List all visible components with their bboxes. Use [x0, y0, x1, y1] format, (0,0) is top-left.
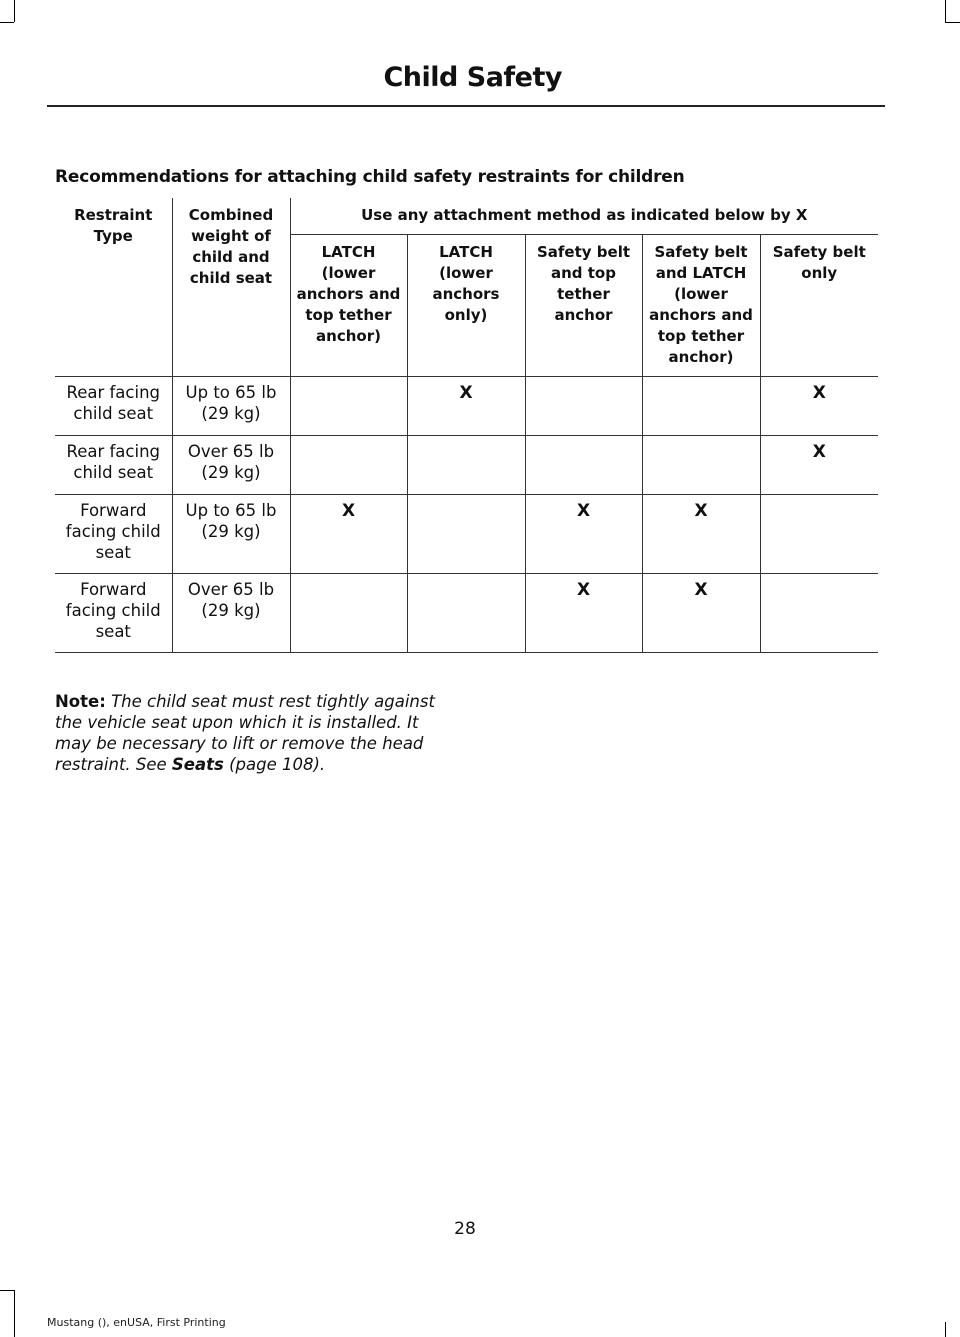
weight-kg: (29 kg) [201, 601, 261, 620]
header-method-label: Safety belt and LATCH (lower anchors and top tether anchor) [649, 243, 753, 366]
cell-mark [525, 377, 642, 436]
cell-mark [407, 495, 525, 574]
cell-mark [290, 436, 407, 495]
weight-kg: (29 kg) [201, 463, 261, 482]
restraint-type-text: Forward facing child seat [65, 580, 161, 641]
mark-text [291, 574, 407, 585]
table-row [55, 574, 878, 653]
table-row [55, 377, 878, 436]
section-heading: Recommendations for attaching child safety restraints for children [55, 167, 685, 187]
table-row [55, 495, 878, 574]
mark-text: X [812, 383, 826, 403]
cell-restraint-type [55, 436, 172, 495]
mark-text [408, 495, 525, 506]
child-restraint-table [55, 198, 878, 653]
mark-text [408, 436, 525, 447]
restraint-type-text: Rear facing child seat [66, 383, 161, 423]
cell-mark [407, 377, 525, 436]
mark-text: X [694, 580, 708, 600]
mark-text: X [576, 580, 591, 600]
cell-mark [290, 377, 407, 436]
note-paragraph [55, 691, 455, 775]
weight-lb: Up to 65 lb [185, 383, 277, 402]
cell-mark [525, 495, 642, 574]
crop-mark-bottom-left-h [0, 1290, 14, 1291]
crop-mark-bottom-left [14, 1290, 15, 1337]
mark-text: X [341, 501, 356, 521]
header-method-label: LATCH (lower anchors only) [432, 243, 500, 324]
crop-mark-bottom-right [945, 1322, 946, 1337]
table-row [55, 436, 878, 495]
cell-mark [407, 436, 525, 495]
header-method-label: Safety belt only [772, 243, 866, 282]
cell-weight [172, 436, 290, 495]
cell-mark [760, 495, 878, 574]
restraint-type-text: Rear facing child seat [66, 442, 161, 482]
cell-mark [760, 377, 878, 436]
cell-weight [172, 377, 290, 436]
note-label: Note: [55, 692, 106, 711]
cell-restraint-type [55, 377, 172, 436]
cell-mark [290, 574, 407, 653]
mark-text: X [694, 501, 708, 521]
weight-kg: (29 kg) [201, 522, 261, 541]
page-number: 28 [454, 1219, 476, 1239]
cell-mark [642, 377, 760, 436]
cell-mark [642, 495, 760, 574]
footer-text: Mustang (), enUSA, First Printing [47, 1316, 226, 1329]
mark-text [761, 495, 879, 506]
mark-text: X [576, 501, 591, 521]
cell-restraint-type [55, 495, 172, 574]
cell-mark [290, 495, 407, 574]
header-combined-weight-label: Combined weight of child and child seat [188, 206, 274, 287]
restraint-type-text: Forward facing child seat [65, 501, 161, 562]
header-combined-weight [172, 198, 290, 377]
cell-mark [642, 436, 760, 495]
weight-lb: Over 65 lb [187, 442, 275, 461]
header-method-latch-top-tether [290, 235, 407, 377]
header-method-label: LATCH (lower anchors and top tether anchor) [296, 243, 401, 345]
header-method-belt-top-tether [525, 235, 642, 377]
crop-mark-top-left [14, 0, 15, 22]
mark-text [643, 436, 760, 447]
header-method-belt-latch [642, 235, 760, 377]
title-rule [47, 105, 885, 107]
crop-mark-top-right-h [945, 22, 960, 23]
header-method-latch-lower-only [407, 235, 525, 377]
weight-lb: Over 65 lb [187, 580, 275, 599]
cell-mark [642, 574, 760, 653]
mark-text [291, 436, 407, 447]
cell-mark [525, 574, 642, 653]
mark-text [643, 377, 760, 388]
weight-lb: Up to 65 lb [185, 501, 277, 520]
header-restraint-type [55, 198, 172, 377]
header-method-label: Safety belt and top tether anchor [536, 243, 631, 324]
mark-text [761, 574, 879, 585]
mark-text [526, 377, 642, 388]
cell-mark [760, 436, 878, 495]
cell-mark [525, 436, 642, 495]
cell-restraint-type [55, 574, 172, 653]
header-restraint-type-label: Restraint Type [74, 206, 153, 245]
page-title: Child Safety [383, 62, 562, 93]
cell-weight [172, 495, 290, 574]
mark-text: X [459, 383, 473, 403]
header-method-group-label: Use any attachment method as indicated below by X [361, 206, 808, 224]
note-page-reference: (page 108). [223, 755, 326, 774]
mark-text [408, 574, 525, 585]
mark-text [291, 377, 407, 388]
crop-mark-top-left-h [0, 22, 14, 23]
weight-kg: (29 kg) [201, 404, 261, 423]
cell-weight [172, 574, 290, 653]
cell-mark [760, 574, 878, 653]
cell-mark [407, 574, 525, 653]
mark-text: X [812, 442, 826, 462]
mark-text [526, 436, 642, 447]
seats-cross-reference-link[interactable]: Seats [171, 755, 224, 774]
crop-mark-top-right [945, 0, 946, 22]
note-body: The child seat must rest tightly against the vehicle seat upon which it is installed. It may be necessary to lift or remove the head restraint. See [55, 692, 435, 774]
header-method-belt-only [760, 235, 878, 377]
header-method-group [290, 198, 878, 235]
